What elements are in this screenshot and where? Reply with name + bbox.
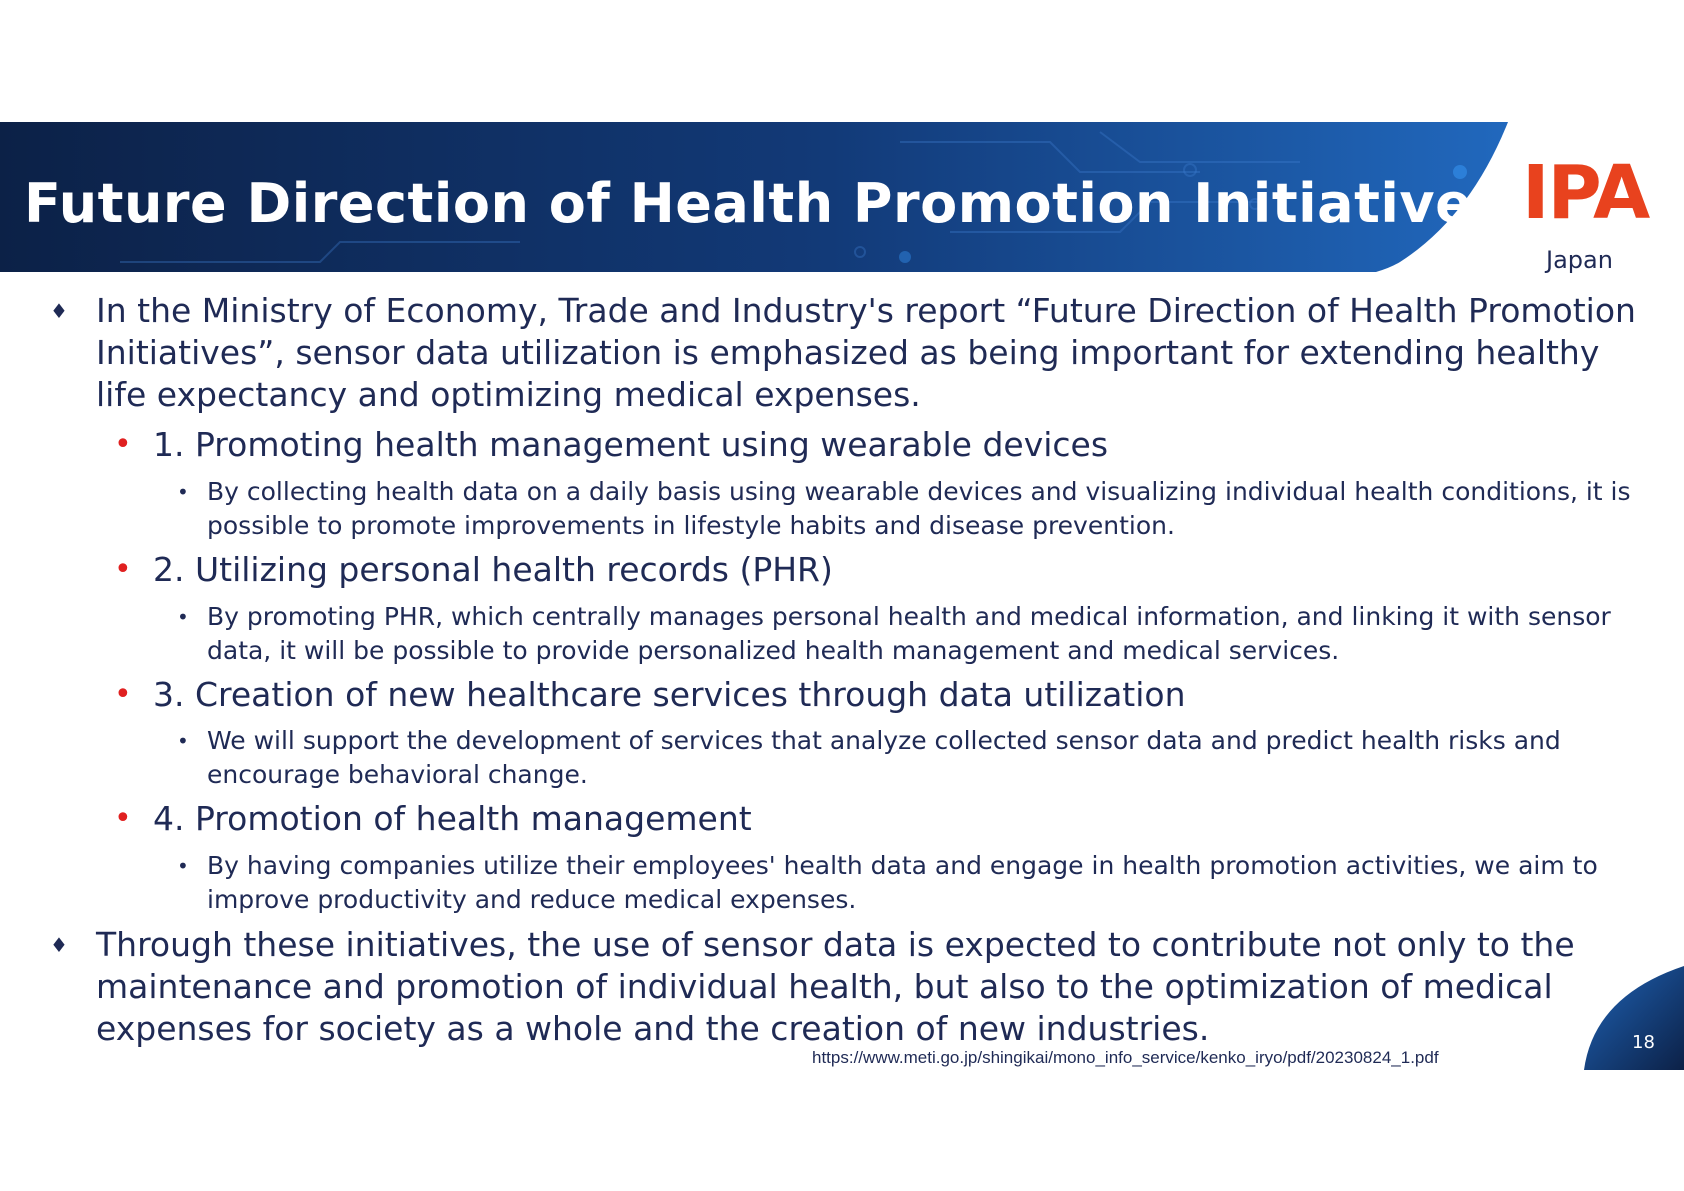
item-heading-text: 4. Promotion of health management (153, 799, 752, 838)
bullet-icon: • (177, 605, 189, 629)
item-detail-text: By promoting PHR, which centrally manages personal health and medical information, and linking it with sensor data, it will be possible to provide personalized health management and medical services. (207, 602, 1611, 665)
item-detail-text: By having companies utilize their employees' health data and engage in health promotion activities, we aim to improve productivity and reduce medical expenses. (207, 851, 1598, 914)
item-heading-text: 1. Promoting health management using wearable devices (153, 425, 1109, 464)
bullet-icon: • (177, 480, 189, 504)
conclusion-paragraph (50, 924, 1636, 1050)
list-item-heading (114, 798, 1633, 840)
source-link[interactable]: https://www.meti.go.jp/shingikai/mono_info_service/kenko_iryo/pdf/20230824_1.pdf (812, 1048, 1439, 1067)
list-item-heading (114, 674, 1633, 716)
logo-subtitle: Japan (1546, 246, 1613, 274)
list-item-heading (114, 549, 1633, 591)
conclusion-text: Through these initiatives, the use of sensor data is expected to contribute not only to the maintenance and promotion of individual health, but also to the optimization of medical expenses for society as a whole and the creation of new industries. (96, 925, 1575, 1048)
diamond-bullet-icon: ♦ (50, 299, 68, 323)
corner-decoration (1584, 966, 1684, 1070)
intro-text: In the Ministry of Economy, Trade and Industry's report “Future Direction of Health Promotion Initiatives”, sensor data utilization is emphasized as being important for extending healthy life expectancy and optimizing medical expenses. (96, 291, 1636, 414)
list-item-heading (114, 424, 1633, 466)
list-item-detail (177, 724, 1657, 792)
list-item-detail (177, 600, 1657, 668)
red-bullet-icon: • (114, 677, 132, 712)
item-heading-text: 3. Creation of new healthcare services through data utilization (153, 675, 1186, 714)
item-detail-text: By collecting health data on a daily basis using wearable devices and visualizing individual health conditions, it is possible to promote improvements in lifestyle habits and disease prevention. (207, 477, 1631, 540)
item-heading-text: 2. Utilizing personal health records (PHR) (153, 550, 833, 589)
page-number: 18 (1632, 1032, 1655, 1053)
list-item-detail (177, 849, 1657, 917)
red-bullet-icon: • (114, 427, 132, 462)
bullet-icon: • (177, 854, 189, 878)
page-title: Future Direction of Health Promotion Initiatives (24, 172, 1505, 235)
bullet-icon: • (177, 729, 189, 753)
item-detail-text: We will support the development of services that analyze collected sensor data and predict health risks and encourage behavioral change. (207, 726, 1561, 789)
red-bullet-icon: • (114, 552, 132, 587)
diamond-bullet-icon: ♦ (50, 933, 68, 957)
ipa-logo: IPA (1522, 150, 1649, 236)
intro-paragraph (50, 290, 1636, 416)
list-item-detail (177, 475, 1657, 543)
red-bullet-icon: • (114, 801, 132, 836)
